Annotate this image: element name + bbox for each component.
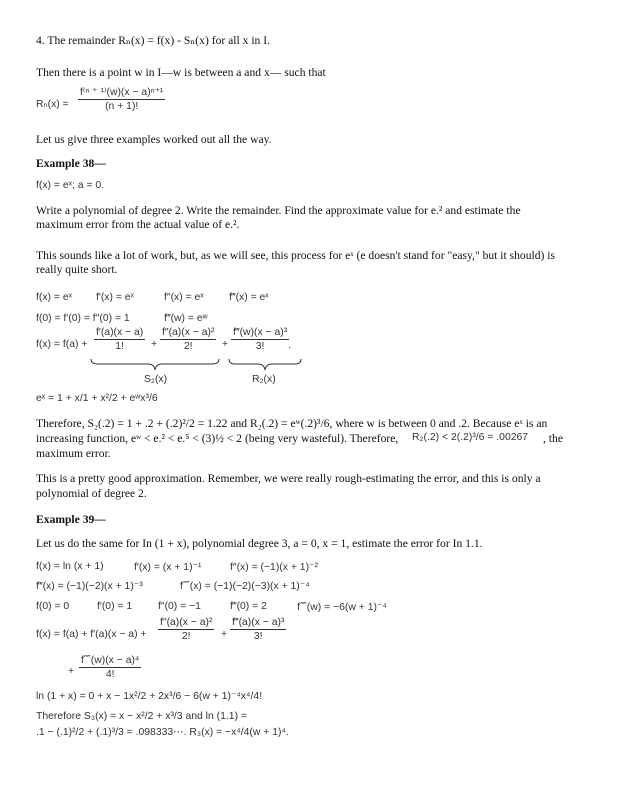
ln-taylor-term-2	[158, 617, 214, 642]
plus-sign: +	[68, 666, 75, 677]
derivatives-at-zero: f(0) = f′(0) = f″(0) = 1	[36, 313, 130, 324]
example-39-heading: Example 39—	[36, 513, 106, 526]
plus-sign: +	[222, 339, 229, 350]
ln-therefore-2: .1 − (.1)²/2 + (.1)³/3 = .098333⋯. R₃(x) = −x⁴/4(w + 1)⁴.	[36, 727, 289, 738]
plus-sign: +	[221, 629, 228, 640]
term-2-denominator: 2!	[183, 341, 193, 352]
taylor-term-1	[94, 327, 145, 352]
ln-f4-at-w: f⁗(w) = −6(w + 1)⁻⁴	[297, 602, 387, 613]
remainder-numerator: f⁽ⁿ ⁺ ¹⁾(w)(x − a)ⁿ⁺¹	[80, 87, 164, 98]
example-38-remark-line-1: This sounds like a lot of work, but, as we will see, this process for eˣ (e doesn't stand for "easy," but it should) is	[36, 249, 556, 262]
polynomial-underbrace	[90, 358, 220, 372]
term-1-numerator: f′(a)(x − a)	[96, 327, 144, 338]
derivative-f3: f‴(x) = eˣ	[229, 292, 269, 303]
term-3-denominator: 3!	[255, 341, 265, 352]
therefore-line-1: Therefore, S₂(.2) = 1 + .2 + (.2)²/2 = 1.22 and R₂(.2) = eʷ(.2)³/6, where w is between 0 and .2. Because eˣ is an	[36, 417, 548, 430]
example-38-remark-line-2: really quite short.	[36, 263, 118, 276]
remainder-formula-lhs: Rₙ(x) =	[36, 99, 69, 110]
term-1-denominator: 1!	[115, 341, 124, 352]
ln-expansion: ln (1 + x) = 0 + x − 1x²/2 + 2x³/6 − 6(w + 1)⁻⁴x⁴/4!	[36, 691, 263, 702]
ln-term-3-numerator: f‴(a)(x − a)³	[232, 617, 285, 628]
ln-f4: f⁗(x) = (−1)(−2)(−3)(x + 1)⁻⁴	[180, 581, 310, 592]
example-38-heading: Example 38—	[36, 157, 106, 170]
ln-taylor-lhs: f(x) = f(a) + f′(a)(x − a) +	[36, 629, 147, 640]
third-derivative-at-w: f‴(w) = eʷ	[164, 313, 208, 324]
error-bound: R₂(.2) < 2(.2)³/6 = .00267	[412, 432, 529, 443]
ln-f2-at-zero: f″(0) = −1	[158, 601, 201, 612]
therefore-line-2b: , the	[543, 432, 563, 445]
taylor-term-2	[160, 327, 216, 352]
ln-f1-at-zero: f′(0) = 1	[97, 601, 133, 612]
r2-label: R₂(x)	[252, 374, 276, 385]
exponential-expansion: eˣ = 1 + x/1 + x²/2 + eʷx³/6	[36, 393, 158, 404]
stray-dot: ·	[288, 342, 292, 353]
ln-term-2-numerator: f″(a)(x − a)²	[160, 617, 213, 628]
ln-remainder-numerator: f⁗(w)(x − a)⁴	[81, 655, 140, 666]
term-3-numerator: f‴(w)(x − a)³	[233, 327, 288, 338]
derivative-f2: f″(x) = eˣ	[164, 292, 204, 303]
s2-label: S₂(x)	[144, 374, 168, 385]
ln-term-3-denominator: 3!	[253, 631, 263, 642]
approximation-remark-1: This is a pretty good approximation. Remember, we were really rough-estimating the error, and this is only a	[36, 472, 541, 485]
ln-term-2-denominator: 2!	[181, 631, 191, 642]
plus-sign: +	[151, 339, 158, 350]
examples-intro: Let us give three examples worked out all the way.	[36, 133, 272, 146]
approximation-remark-2: polynomial of degree 2.	[36, 487, 147, 500]
therefore-line-3: maximum error.	[36, 447, 111, 460]
ln-taylor-term-3	[230, 617, 286, 642]
term-2-numerator: f″(a)(x − a)²	[162, 327, 215, 338]
example-39-task: Let us do the same for In (1 + x), polynomial degree 3, a = 0, x = 1, estimate the error for In 1.1.	[36, 537, 483, 550]
ln-f2: f″(x) = (−1)(x + 1)⁻²	[230, 562, 318, 573]
derivative-f: f(x) = eˣ	[36, 292, 73, 303]
ln-f: f(x) = ln (x + 1)	[36, 561, 104, 572]
ln-f1: f′(x) = (x + 1)⁻¹	[134, 562, 202, 573]
remainder-underbrace	[228, 358, 302, 372]
taylor-term-3-remainder	[231, 327, 292, 353]
ln-f3-at-zero: f‴(0) = 2	[230, 601, 267, 612]
point-w-statement: Then there is a point w in I—w is between a and x— such that	[36, 66, 326, 79]
taylor-expansion-lhs: f(x) = f(a) +	[36, 339, 88, 350]
remainder-formula-fraction	[78, 86, 165, 112]
example-38-task-line-1: Write a polynomial of degree 2. Write the remainder. Find the approximate value for e.² and estimate the	[36, 204, 521, 217]
example-38-function: f(x) = eˣ; a = 0.	[36, 180, 105, 191]
ln-therefore-1: Therefore S₃(x) = x − x²/2 + x³/3 and ln (1.1) =	[36, 711, 247, 722]
ln-taylor-remainder	[79, 654, 141, 680]
example-38-task-line-2: maximum error from the actual value of e.².	[36, 218, 240, 231]
ln-f-at-zero: f(0) = 0	[36, 601, 70, 612]
remainder-denominator: (n + 1)!	[105, 101, 139, 112]
ln-remainder-denominator: 4!	[105, 669, 115, 680]
ln-f3: f‴(x) = (−1)(−2)(x + 1)⁻³	[36, 581, 143, 592]
therefore-line-2a: increasing function, eʷ < e.² < e.⁵ < (3)½ < 2 (being very wasteful). Therefore,	[36, 432, 399, 445]
item-4-remainder: 4. The remainder Rₙ(x) = f(x) - Sₙ(x) for all x in I.	[36, 34, 270, 47]
derivative-f1: f′(x) = eˣ	[96, 292, 134, 303]
